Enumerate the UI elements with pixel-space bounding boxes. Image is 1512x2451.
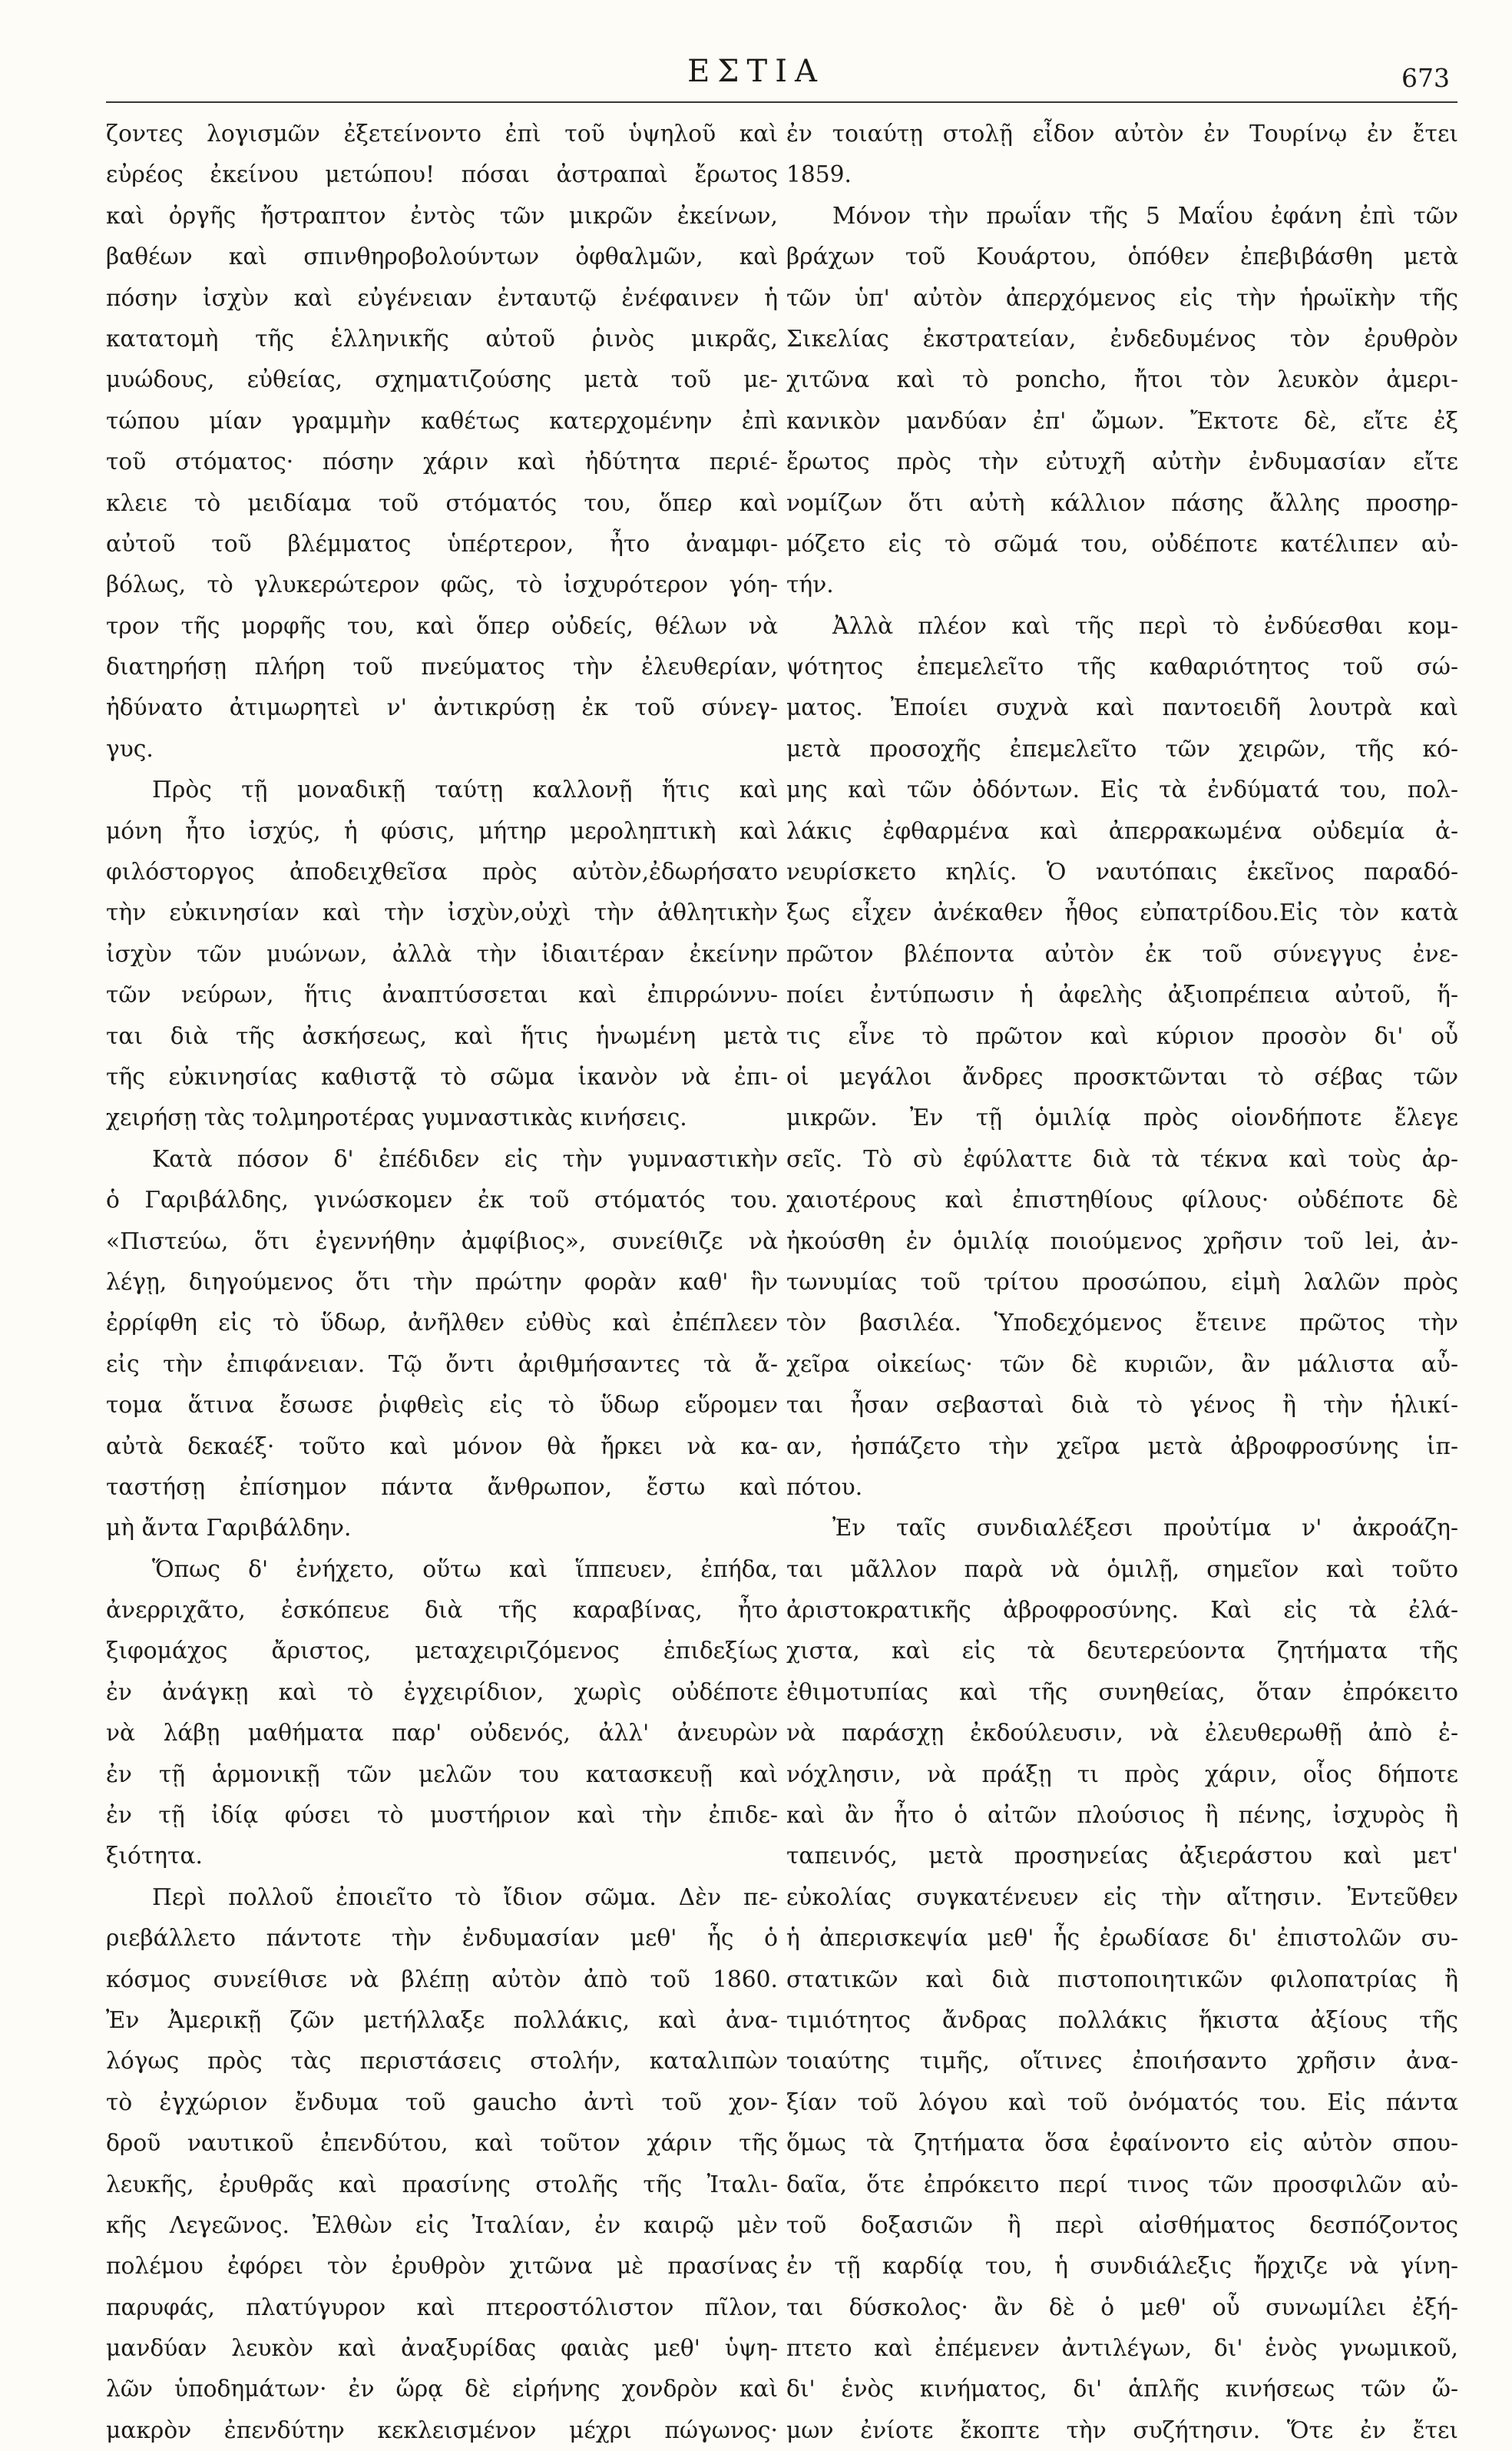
text-line: ἀριστοκρατικῆς ἀβροφροσύνης. Καὶ εἰς τὰ ἐλά- [786,1597,1458,1625]
text-line: κανικὸν μανδύαν ἐπ' ὤμων. Ἔκτοτε δὲ, εἴτε ἐξ [786,407,1458,435]
text-line: λάκις ἐφθαρμένα καὶ ἀπερρακωμένα οὐδεμία ἀ- [786,817,1458,845]
text-line: δι' ἑνὸς κινήματος, δι' ἁπλῆς κινήσεως τῶν ὤ- [786,2376,1458,2403]
text-line: χιστα, καὶ εἰς τὰ δευτερεύοντα ζητήματα τῆς [786,1638,1458,1665]
text-line: αὐτὰ δεκαέξ· τοῦτο καὶ μόνον θὰ ἤρκει νὰ κα- [106,1433,778,1460]
text-line: τώπου μίαν γραμμὴν καθέτως κατερχομένην ἐπὶ [106,407,778,435]
text-line: μανδύαν λευκὸν καὶ ἀναξυρίδας φαιὰς μεθ' ὑψη- [106,2335,778,2363]
text-line: γυς. [106,735,154,763]
text-line: λόγως πρὸς τὰς περιστάσεις στολήν, καταλιπὼν [106,2048,778,2075]
text-line: πτετο καὶ ἐπέμενεν ἀντιλέγων, δι' ἑνὸς γνωμικοῦ, [786,2335,1458,2363]
text-line: τρον τῆς μορφῆς του, καὶ ὅπερ οὐδείς, θέλων νὰ [106,612,778,640]
text-line: ἀνερριχᾶτο, ἐσκόπευε διὰ τῆς καραβίνας, ἦτο [106,1597,778,1625]
text-line: βαθέων καὶ σπινθηροβολούντων ὀφθαλμῶν, καὶ [106,243,778,271]
text-line: ται μᾶλλον παρὰ νὰ ὁμιλῇ, σημεῖον καὶ τοῦτο [786,1555,1458,1583]
text-line: μετὰ προσοχῆς ἐπεμελεῖτο τῶν χειρῶν, τῆς κό- [786,735,1458,763]
text-line: τῶν νεύρων, ἥτις ἀναπτύσσεται καὶ ἐπιρρώννυ- [106,982,778,1009]
text-line: καὶ ἂν ἦτο ὁ αἰτῶν πλούσιος ἢ πένης, ἰσχυρὸς ἢ [786,1802,1458,1830]
text-line: βόλως, τὸ γλυκερώτερον φῶς, τὸ ἰσχυρότερον γόη- [106,571,778,599]
text-line: τιμιότητος ἄνδρας πολλάκις ἥκιστα ἀξίους τῆς [786,2006,1458,2034]
text-line: τήν. [786,571,834,599]
text-line: νευρίσκετο κηλίς. Ὁ ναυτόπαις ἐκεῖνος παραδό- [786,859,1458,886]
text-line: μων ἐνίοτε ἔκοπτε τὴν συζήτησιν. Ὅτε ἐν ἔτει [786,2416,1458,2444]
text-line: εὐκολίας συγκατένευεν εἰς τὴν αἴτησιν. Ἐντεῦθεν [786,1883,1458,1911]
text-line: τοιαύτης τιμῆς, οἵτινες ἐποιήσαντο χρῆσιν ἀνα- [786,2048,1458,2075]
text-line: ὅμως τὰ ζητήματα ὅσα ἐφαίνοντο εἰς αὐτὸν σπου- [786,2130,1458,2158]
running-header-title: ΕΣΤΙΑ [687,54,825,89]
text-line: ξίαν τοῦ λόγου καὶ τοῦ ὀνόματός του. Εἰς πάντα [786,2088,1458,2116]
text-line: αὐτοῦ τοῦ βλέμματος ὑπέρτερον, ἦτο ἀναμφι- [106,530,778,558]
text-line: Ἐν ταῖς συνδιαλέξεσι προὐτίμα ν' ἀκροάζη- [832,1515,1458,1542]
text-column-right [786,114,1458,2451]
text-line: ται ἦσαν σεβασταὶ διὰ τὸ γένος ἢ τὴν ἡλικί- [786,1392,1458,1419]
text-line: ἠδύνατο ἀτιμωρητεὶ ν' ἀντικρύσῃ ἐκ τοῦ σύνεγ- [106,694,778,722]
text-line: Σικελίας ἐκστρατείαν, ἐνδεδυμένος τὸν ἐρυθρὸν [786,325,1458,353]
text-line: χαιοτέρους καὶ ἐπιστηθίους φίλους· οὐδέποτε δὲ [786,1187,1458,1214]
text-line: πολέμου ἐφόρει τὸν ἐρυθρὸν χιτῶνα μὲ πρασίνας [106,2253,778,2280]
text-line: ἠκούσθη ἐν ὁμιλίᾳ ποιούμενος χρῆσιν τοῦ lei, ἀν- [786,1227,1458,1255]
text-line: τοῦ δοξασιῶν ἢ περὶ αἰσθήματος δεσπόζοντος [786,2211,1458,2239]
text-line: ξιφομάχος ἄριστος, μεταχειριζόμενος ἐπιδεξίως [106,1638,778,1665]
text-line: δαῖα, ὅτε ἐπρόκειτο περί τινος τῶν προσφιλῶν αὐ- [786,2171,1458,2198]
text-line: ἰσχὺν τῶν μυώνων, ἀλλὰ τὴν ἰδιαιτέραν ἐκείνην [106,940,778,968]
text-line: νομίζων ὅτι αὐτὴ κάλλιον πάσης ἄλλης προσηρ- [786,489,1458,517]
text-line: μακρὸν ἐπενδύτην κεκλεισμένον μέχρι πώγωνος· [106,2416,778,2444]
text-line: Περὶ πολλοῦ ἐποιεῖτο τὸ ἴδιον σῶμα. Δὲν πε- [152,1883,778,1911]
text-line: πότου. [786,1473,863,1501]
text-line: ψότητος ἐπεμελεῖτο τῆς καθαριότητος τοῦ σώ- [786,654,1458,681]
text-line: κῆς Λεγεῶνος. Ἐλθὼν εἰς Ἰταλίαν, ἐν καιρῷ μὲν [106,2211,778,2239]
text-line: ἐν τῇ ἰδίᾳ φύσει τὸ μυστήριον καὶ τὴν ἐπιδε- [106,1802,778,1830]
text-line: ριεβάλλετο πάντοτε τὴν ἐνδυμασίαν μεθ' ἧς ὁ [106,1925,778,1953]
text-line: τις εἶνε τὸ πρῶτον καὶ κύριον προσὸν δι' οὗ [786,1022,1458,1050]
text-line: βράχων τοῦ Κουάρτου, ὁπόθεν ἐπεβιβάσθη μετὰ [786,243,1458,271]
text-line: ζοντες λογισμῶν ἐξετείνοντο ἐπὶ τοῦ ὑψηλοῦ καὶ [106,121,778,147]
text-line: πόσην ἰσχὺν καὶ εὐγένειαν ἐνταυτῷ ἐνέφαινεν ἡ [106,284,778,312]
text-line: ξως εἶχεν ἀνέκαθεν ἦθος εὐπατρίδου.Εἰς τὸν κατὰ [786,899,1458,927]
header-divider [106,101,1457,103]
text-line: καὶ ὀργῆς ἤστραπτον ἐντὸς τῶν μικρῶν ἐκείνων, [106,202,778,230]
text-line: μυώδους, εὐθείας, σχηματιζούσης μετὰ τοῦ με- [106,366,778,394]
text-line: μης καὶ τῶν ὀδόντων. Εἰς τὰ ἐνδύματά του, πολ- [786,777,1458,804]
text-line: ποίει ἐντύπωσιν ἡ ἀφελὴς ἀξιοπρέπεια αὐτοῦ, ἥ- [786,982,1458,1009]
text-line: αν, ἠσπάζετο τὴν χεῖρα μετὰ ἀβροφροσύνης ἱπ- [786,1433,1458,1460]
text-line: λῶν ὑποδημάτων· ἐν ὥρᾳ δὲ εἰρήνης χονδρὸν καὶ [106,2376,778,2403]
text-line: ἐρρίφθη εἰς τὸ ὕδωρ, ἀνῆλθεν εὐθὺς καὶ ἐπέπλεεν [106,1310,778,1337]
text-column-left [106,114,778,2451]
text-line: χεῖρα οἰκείως· τῶν δὲ κυριῶν, ἂν μάλιστα αὖ- [786,1350,1458,1378]
text-line: ματος. Ἐποίει συχνὰ καὶ παντοειδῆ λουτρὰ καὶ [786,694,1458,722]
text-line: ἐθιμοτυπίας καὶ τῆς συνηθείας, ὅταν ἐπρόκειτο [786,1678,1458,1706]
text-line: τωνυμίας τοῦ τρίτου προσώπου, εἰμὴ λαλῶν πρὸς [786,1268,1458,1296]
text-line: λέγῃ, διηγούμενος ὅτι τὴν πρώτην φορὰν καθ' ἣν [106,1268,778,1296]
text-line: νὰ παράσχῃ ἐκδούλευσιν, νὰ ἐλευθερωθῇ ἀπὸ ἐ- [786,1720,1458,1747]
text-line: δροῦ ναυτικοῦ ἐπενδύτου, καὶ τοῦτον χάριν τῆς [106,2130,778,2158]
text-line: νόχλησιν, νὰ πράξῃ τι πρὸς χάριν, οἷος δήποτε [786,1760,1458,1788]
text-line: οἱ μεγάλοι ἄνδρες προσκτῶνται τὸ σέβας τῶν [786,1063,1458,1091]
text-line: Μόνον τὴν πρωΐαν τῆς 5 Μαΐου ἐφάνη ἐπὶ τῶν [832,202,1458,230]
text-line: ται δύσκολος· ἂν δὲ ὁ μεθ' οὗ συνωμίλει ἐξή- [786,2294,1458,2321]
text-line: χιτῶνα καὶ τὸ poncho, ἤτοι τὸν λευκὸν ἀμερι- [786,366,1458,394]
text-line: ἐν τοιαύτῃ στολῇ εἶδον αὐτὸν ἐν Τουρίνῳ ἐν ἔτει [786,121,1458,147]
text-line: μὴ ἄντα Γαριβάλδην. [106,1515,352,1542]
text-line: τὴν εὐκινησίαν καὶ τὴν ἰσχὺν,οὐχὶ τὴν ἀθλητικὴν [106,899,778,927]
text-line: ἐν τῇ ἁρμονικῇ τῶν μελῶν του κατασκευῇ καὶ [106,1760,778,1788]
text-line: κλειε τὸ μειδίαμα τοῦ στόματός του, ὅπερ καὶ [106,489,778,517]
text-line: τὸν βασιλέα. Ὑποδεχόμενος ἔτεινε πρῶτος τὴν [786,1310,1458,1337]
text-line: 1859. [786,161,852,189]
text-line: φιλόστοργος ἀποδειχθεῖσα πρὸς αὐτὸν,ἐδωρήσατο [106,859,778,886]
text-line: μικρῶν. Ἐν τῇ ὁμιλίᾳ πρὸς οἱονδήποτε ἔλεγε [786,1105,1458,1132]
text-line: Ἀλλὰ πλέον καὶ τῆς περὶ τὸ ἐνδύεσθαι κομ- [832,612,1458,640]
text-line: εἰς τὴν ἐπιφάνειαν. Τῷ ὄντι ἀριθμήσαντες τὰ ἄ- [106,1350,778,1378]
text-line: Κατὰ πόσον δ' ἐπέδιδεν εἰς τὴν γυμναστικὴν [152,1145,778,1173]
text-line: τῆς εὐκινησίας καθιστᾷ τὸ σῶμα ἱκανὸν νὰ ἐπι- [106,1063,778,1091]
page-number: 673 [1401,63,1450,93]
text-line: κατατομὴ τῆς ἑλληνικῆς αὐτοῦ ῥινὸς μικρᾶς, [106,325,778,353]
text-line: διατηρήσῃ πλήρη τοῦ πνεύματος τὴν ἐλευθερίαν, [106,654,778,681]
text-line: μόζετο εἰς τὸ σῶμά του, οὐδέποτε κατέλιπεν αὐ- [786,530,1458,558]
text-line: μόνη ἦτο ἰσχύς, ἡ φύσις, μήτηρ μεροληπτικὴ καὶ [106,817,778,845]
text-line: τοῦ στόματος· πόσην χάριν καὶ ἠδύτητα περιέ- [106,449,778,476]
text-line: Ὅπως δ' ἐνήχετο, οὕτω καὶ ἵππευεν, ἐπήδα, [152,1555,778,1583]
text-line: «Πιστεύω, ὅτι ἐγεννήθην ἀμφίβιος», συνείθιζε νὰ [106,1227,778,1255]
text-line: τομα ἅτινα ἔσωσε ῥιφθεὶς εἰς τὸ ὕδωρ εὕρομεν [106,1392,778,1419]
text-line: παρυφάς, πλατύγυρον καὶ πτεροστόλιστον πῖλον, [106,2294,778,2321]
text-line: ἐν ἀνάγκῃ καὶ τὸ ἐγχειρίδιον, χωρὶς οὐδέποτε [106,1678,778,1706]
text-line: σεῖς. Τὸ σὺ ἐφύλαττε διὰ τὰ τέκνα καὶ τοὺς ἀρ- [786,1145,1458,1173]
text-line: εὐρέος ἐκείνου μετώπου! πόσαι ἀστραπαὶ ἔρωτος [106,161,778,189]
text-line: κόσμος συνείθισε νὰ βλέπῃ αὐτὸν ἀπὸ τοῦ 1860. [106,1966,778,1993]
text-line: ταστήσῃ ἐπίσημον πάντα ἄνθρωπον, ἔστω καὶ [106,1473,778,1501]
text-line: ὁ Γαριβάλδης, γινώσκομεν ἐκ τοῦ στόματός του. [106,1187,778,1214]
text-line: τῶν ὑπ' αὐτὸν ἀπερχόμενος εἰς τὴν ἡρωϊκὴν τῆς [786,284,1458,312]
text-line: τὸ ἐγχώριον ἔνδυμα τοῦ gaucho ἀντὶ τοῦ χον- [106,2088,778,2116]
text-line: λευκῆς, ἐρυθρᾶς καὶ πρασίνης στολῆς τῆς Ἰταλι- [106,2171,778,2198]
text-line: νὰ λάβῃ μαθήματα παρ' οὐδενός, ἀλλ' ἀνευρὼν [106,1720,778,1747]
text-line: χειρήσῃ τὰς τολμηροτέρας γυμναστικὰς κινήσεις. [106,1105,687,1132]
text-line: ἐν τῇ καρδίᾳ του, ἡ συνδιάλεξις ἤρχιζε νὰ γίνη- [786,2253,1458,2280]
text-line: ται διὰ τῆς ἀσκήσεως, καὶ ἥτις ἡνωμένη μετὰ [106,1022,778,1050]
text-line: ταπεινός, μετὰ προσηνείας ἀξιεράστου καὶ μετ' [786,1843,1458,1870]
text-line: ἡ ἀπερισκεψία μεθ' ἧς ἐρωδίασε δι' ἐπιστολῶν συ- [786,1925,1458,1953]
text-line: Πρὸς τῇ μοναδικῇ ταύτῃ καλλονῇ ἥτις καὶ [152,777,778,804]
text-line: ξιότητα. [106,1843,203,1870]
text-line: Ἐν Ἀμερικῇ ζῶν μετήλλαξε πολλάκις, καὶ ἀνα- [106,2006,778,2034]
text-line: ἔρωτος πρὸς τὴν εὐτυχῆ αὐτὴν ἐνδυμασίαν εἴτε [786,449,1458,476]
text-line: στατικῶν καὶ διὰ πιστοποιητικῶν φιλοπατρίας ἢ [786,1966,1458,1993]
text-line: πρῶτον βλέποντα αὐτὸν ἐκ τοῦ σύνεγγυς ἐνε- [786,940,1458,968]
